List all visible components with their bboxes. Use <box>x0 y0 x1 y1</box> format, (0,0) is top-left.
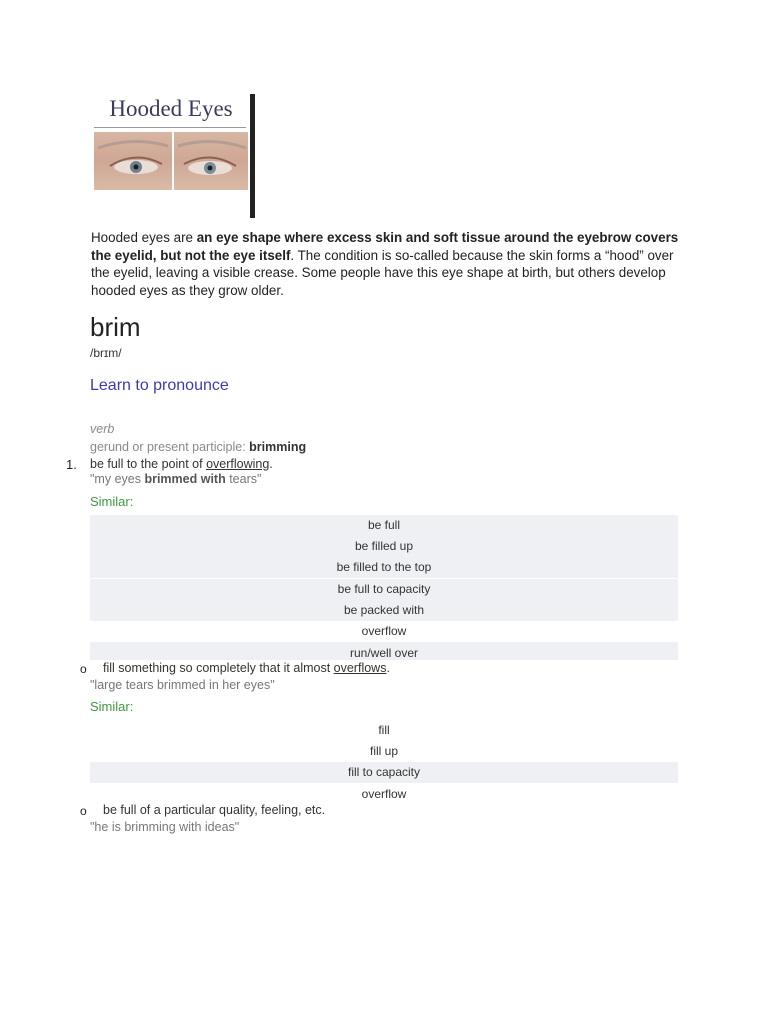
synonym[interactable]: overflow <box>361 624 407 638</box>
intro-bold: an eye shape where excess skin and soft tissue around the eyebrow covers the eyelid, but not the eye itself <box>91 230 679 263</box>
image-edge-bar <box>250 94 255 218</box>
synonym[interactable]: be full to capacity <box>90 579 678 600</box>
gerund-label: gerund or present participle <box>90 440 243 454</box>
definition-link[interactable]: overflows <box>333 661 387 675</box>
gerund-value: brimming <box>249 440 307 454</box>
synonym[interactable]: overflow <box>361 787 407 801</box>
sense-definition: be full of a particular quality, feeling, etc. <box>103 803 326 817</box>
definition-link[interactable]: overflowing <box>206 457 270 471</box>
part-of-speech: verb <box>90 422 115 436</box>
synonym[interactable]: be filled to the top <box>90 557 678 578</box>
intro-lead: Hooded eyes are <box>91 230 197 245</box>
phonetic: /brɪm/ <box>90 346 122 360</box>
sense-example <box>90 472 261 486</box>
synonym[interactable]: fill <box>378 723 390 737</box>
image-divider <box>94 127 246 128</box>
sense-definition <box>90 457 273 471</box>
synonym[interactable]: be full <box>90 515 678 536</box>
definition-text: fill something so completely that it almost <box>103 661 334 675</box>
gerund-line <box>90 440 306 454</box>
intro-paragraph <box>91 229 681 299</box>
synonym[interactable]: be filled up <box>90 536 678 557</box>
gerund-separator: : <box>242 440 250 454</box>
intro-rest: . The condition is so-called because the skin forms a “hood” over the eyelid, leaving a visible crease. Some people have this eye shape at birth, but others develop hooded eyes as they grow older. <box>91 247 674 298</box>
eyes-photo <box>94 132 248 190</box>
sense-number: 1. <box>66 457 77 472</box>
sense-definition <box>103 661 390 675</box>
similar-label: Similar: <box>90 699 134 714</box>
sub-sense-bullet: o <box>80 804 87 818</box>
example-bold: brimmed with <box>144 472 226 486</box>
example-text: "my eyes <box>90 472 145 486</box>
synonym[interactable]: fill to capacity <box>90 762 678 783</box>
sense-example: "he is brimming with ideas" <box>90 820 240 834</box>
hooded-eyes-image <box>92 94 255 218</box>
sub-sense-bullet: o <box>80 662 87 676</box>
definition-punct: . <box>386 661 390 675</box>
synonym[interactable]: run/well over <box>90 642 678 660</box>
example-text-end: tears" <box>225 472 262 486</box>
definition-text: be full to the point of <box>90 457 207 471</box>
learn-to-pronounce-link[interactable]: Learn to pronounce <box>90 377 229 394</box>
similar-label: Similar: <box>90 494 134 509</box>
headword: brim <box>90 312 141 342</box>
synonym[interactable]: fill up <box>369 744 398 758</box>
definition-punct: . <box>269 457 273 471</box>
synonym[interactable]: be packed with <box>90 600 678 621</box>
image-title: Hooded Eyes <box>109 96 233 121</box>
sense-example: "large tears brimmed in her eyes" <box>90 678 275 692</box>
